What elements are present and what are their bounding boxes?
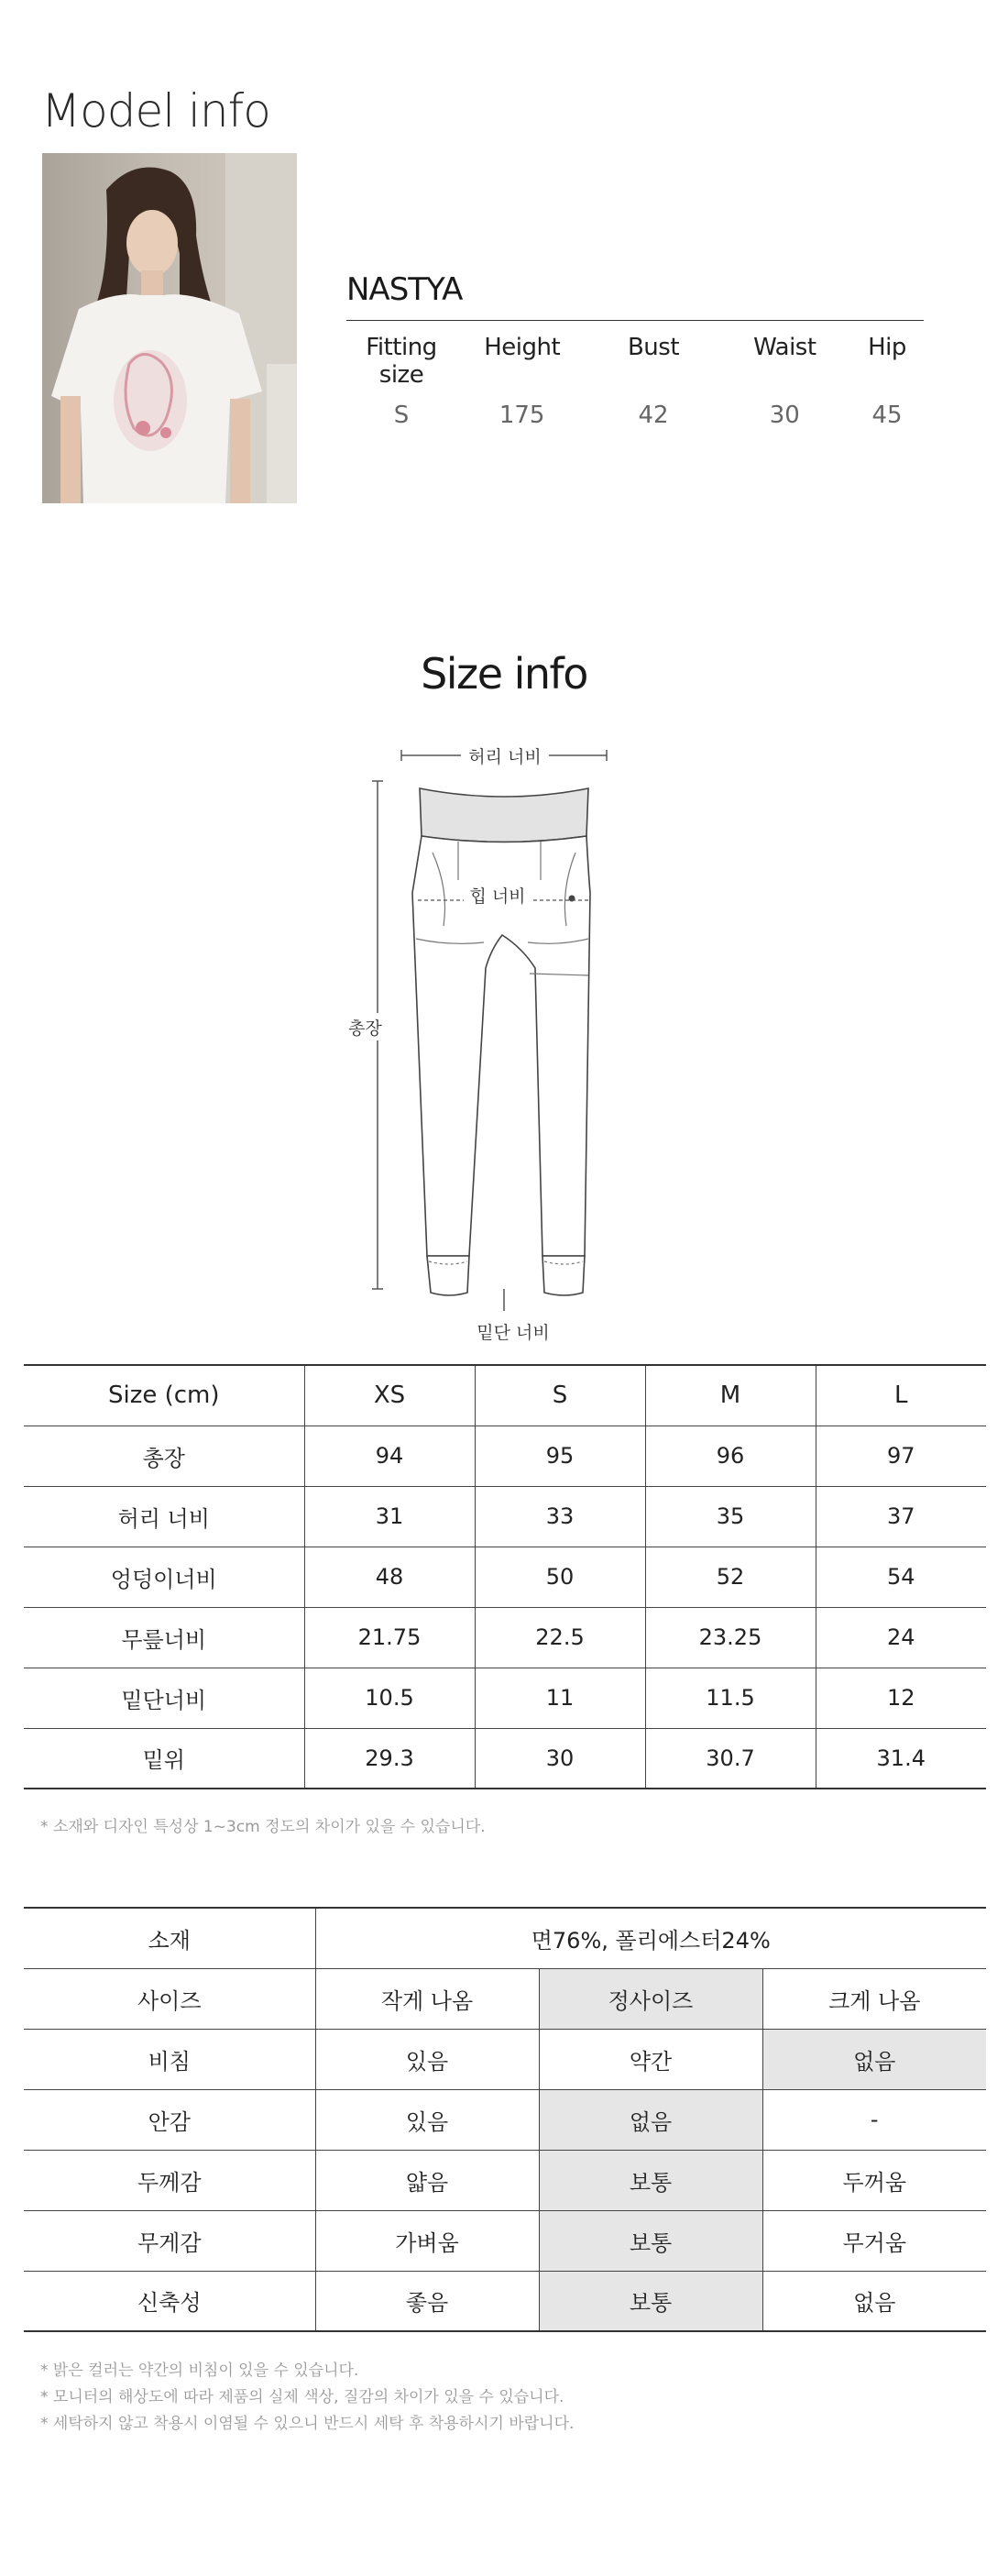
material-label: 소재 (24, 1908, 315, 1968)
option-cell: 없음 (539, 2089, 762, 2150)
option-cell: 있음 (315, 2089, 539, 2150)
table-cell: 31 (304, 1486, 475, 1547)
model-measurements (346, 334, 924, 429)
model-header-bust: Bust (627, 334, 680, 361)
table-row (24, 1968, 986, 2029)
hem-label: 밑단 너비 (477, 1323, 550, 1343)
table-row (24, 1426, 986, 1486)
model-header-height: Height (484, 334, 561, 361)
row-label: 비침 (24, 2029, 315, 2089)
table-cell: 24 (816, 1607, 986, 1668)
table-cell: 37 (816, 1486, 986, 1547)
care-note: * 밝은 컬러는 약간의 비침이 있을 수 있습니다. (40, 2361, 359, 2380)
table-cell: 31.4 (816, 1728, 986, 1789)
model-name: NASTYA (346, 271, 463, 308)
row-label: 신축성 (24, 2271, 315, 2331)
row-label: 허리 너비 (24, 1486, 304, 1547)
size-header-label: Size (cm) (24, 1365, 304, 1426)
table-row (24, 1547, 986, 1607)
option-cell: 좋음 (315, 2271, 539, 2331)
waist-label: 허리 너비 (468, 747, 542, 767)
care-note: * 모니터의 해상도에 따라 제품의 실제 색상, 질감의 차이가 있을 수 있습니다. (40, 2388, 564, 2406)
table-cell: 48 (304, 1547, 475, 1607)
option-cell: 무거움 (762, 2210, 986, 2271)
table-cell: 11.5 (645, 1668, 816, 1728)
option-cell: 보통 (539, 2150, 762, 2210)
pants-outline (412, 788, 590, 1295)
material-value: 면76%, 폴리에스터24% (315, 1908, 986, 1968)
table-row (24, 2029, 986, 2089)
model-value-hip: 45 (871, 402, 903, 429)
table-row (24, 1668, 986, 1728)
model-photo (42, 153, 297, 503)
size-info-title: Size info (421, 649, 587, 699)
table-row (24, 1728, 986, 1789)
option-cell: 없음 (762, 2271, 986, 2331)
table-cell: 21.75 (304, 1607, 475, 1668)
model-info-title: Model info (41, 84, 270, 138)
table-cell: 22.5 (475, 1607, 645, 1668)
option-cell: 있음 (315, 2029, 539, 2089)
row-label: 밑단너비 (24, 1668, 304, 1728)
option-cell: 두꺼움 (762, 2150, 986, 2210)
table-cell: 23.25 (645, 1607, 816, 1668)
table-cell: 96 (645, 1426, 816, 1486)
material-row (24, 1908, 986, 1968)
size-note: * 소재와 디자인 특성상 1~3cm 정도의 차이가 있을 수 있습니다. (40, 1818, 486, 1836)
model-value-waist: 30 (769, 402, 800, 429)
length-label: 총장 (348, 1018, 382, 1039)
model-divider (346, 320, 924, 321)
model-photo-image (42, 153, 297, 503)
option-cell: 얇음 (315, 2150, 539, 2210)
size-table-header (24, 1365, 986, 1426)
table-cell: 12 (816, 1668, 986, 1728)
table-row (24, 1607, 986, 1668)
pants-diagram (348, 743, 623, 1348)
table-row (24, 2150, 986, 2210)
row-label: 두께감 (24, 2150, 315, 2210)
model-header-hip: Hip (868, 334, 906, 361)
size-header-m: M (645, 1365, 816, 1426)
table-row (24, 2210, 986, 2271)
table-cell: 11 (475, 1668, 645, 1728)
model-value-fitting-size: S (393, 402, 410, 429)
table-row (24, 2271, 986, 2331)
model-value-bust: 42 (638, 402, 669, 429)
row-label: 엉덩이너비 (24, 1547, 304, 1607)
option-cell: 크게 나옴 (762, 1968, 986, 2029)
option-cell: 보통 (539, 2271, 762, 2331)
option-cell: 약간 (539, 2029, 762, 2089)
table-row (24, 1486, 986, 1547)
table-cell: 29.3 (304, 1728, 475, 1789)
option-cell: 정사이즈 (539, 1968, 762, 2029)
table-cell: 54 (816, 1547, 986, 1607)
table-cell: 52 (645, 1547, 816, 1607)
table-cell: 94 (304, 1426, 475, 1486)
table-cell: 30.7 (645, 1728, 816, 1789)
hip-label: 힙 너비 (469, 886, 526, 907)
option-cell: 보통 (539, 2210, 762, 2271)
option-cell: 없음 (762, 2029, 986, 2089)
size-table (24, 1364, 986, 1789)
fabric-table (24, 1907, 986, 2332)
row-label: 안감 (24, 2089, 315, 2150)
model-value-height: 175 (499, 402, 545, 429)
row-label: 밑위 (24, 1728, 304, 1789)
table-cell: 50 (475, 1547, 645, 1607)
care-notes (40, 2358, 574, 2438)
model-header-waist: Waist (753, 334, 816, 361)
table-cell: 95 (475, 1426, 645, 1486)
row-label: 총장 (24, 1426, 304, 1486)
table-cell: 35 (645, 1486, 816, 1547)
row-label: 사이즈 (24, 1968, 315, 2029)
model-header-fitting-size: Fitting size (366, 334, 437, 389)
table-row (24, 2089, 986, 2150)
size-header-s: S (475, 1365, 645, 1426)
size-header-l: L (816, 1365, 986, 1426)
table-cell: 33 (475, 1486, 645, 1547)
row-label: 무게감 (24, 2210, 315, 2271)
row-label: 무릎너비 (24, 1607, 304, 1668)
table-cell: 30 (475, 1728, 645, 1789)
option-cell: 작게 나옴 (315, 1968, 539, 2029)
care-note: * 세탁하지 않고 착용시 이염될 수 있으니 반드시 세탁 후 착용하시기 바랍니다. (40, 2415, 575, 2433)
table-cell: 97 (816, 1426, 986, 1486)
table-cell: 10.5 (304, 1668, 475, 1728)
size-header-xs: XS (304, 1365, 475, 1426)
option-cell: - (762, 2089, 986, 2150)
option-cell: 가벼움 (315, 2210, 539, 2271)
